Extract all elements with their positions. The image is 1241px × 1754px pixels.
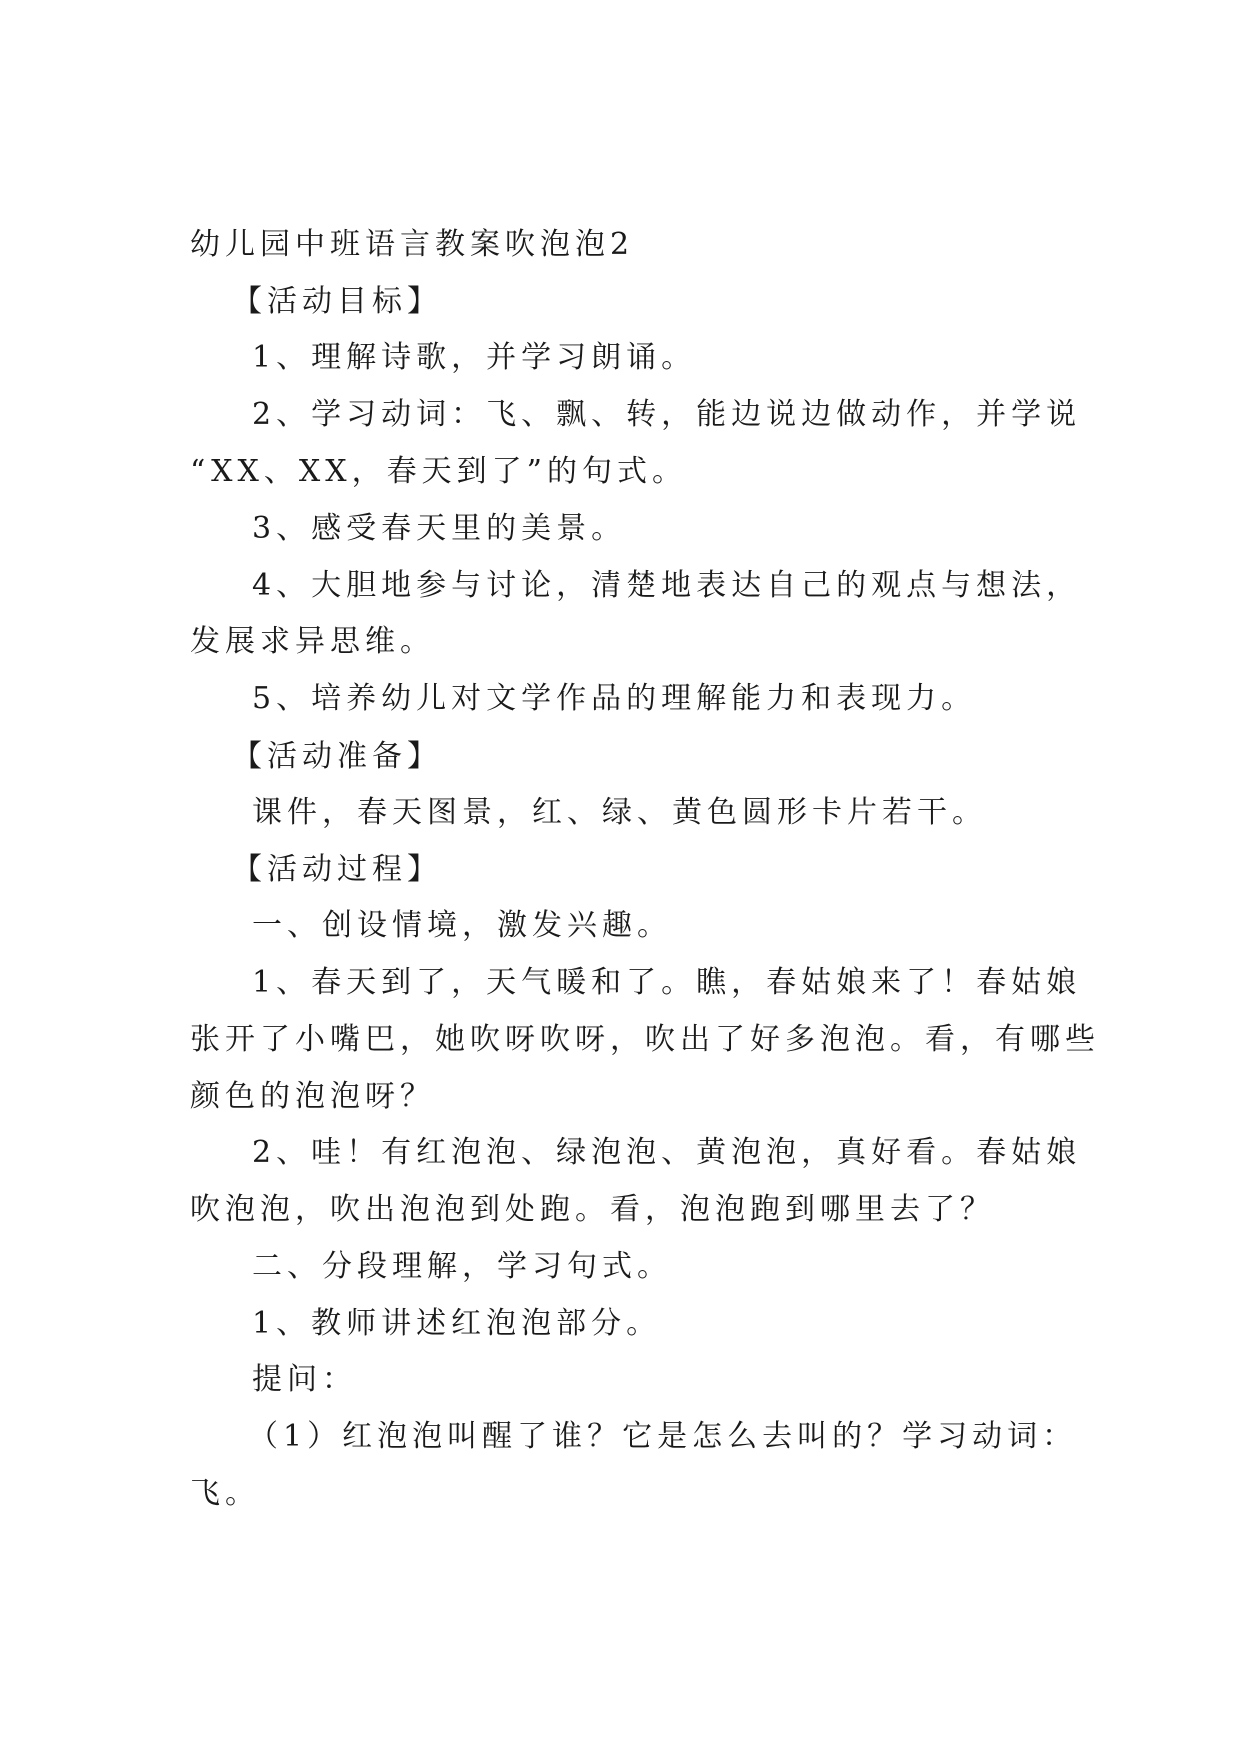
process-paragraph-1: 1、春天到了，天气暖和了。瞧，春姑娘来了！春姑娘 bbox=[252, 965, 1082, 1000]
process-paragraph-1-line-2: 张开了小嘴巴，她吹呀吹呀，吹出了好多泡泡。看，有哪些 bbox=[190, 1022, 1100, 1057]
document-title: 幼儿园中班语言教案吹泡泡2 bbox=[190, 227, 635, 262]
goal-item-3: 3、感受春天里的美景。 bbox=[252, 511, 627, 546]
goal-item-2: 2、学习动词：飞、飘、转，能边说边做动作，并学说 bbox=[252, 397, 1082, 432]
question-label: 提问： bbox=[252, 1362, 357, 1397]
section-heading-goals: 【活动目标】 bbox=[232, 284, 442, 319]
process-step-2-heading: 二、分段理解，学习句式。 bbox=[252, 1249, 672, 1284]
question-1-continued: 飞。 bbox=[190, 1476, 260, 1511]
process-step-1-heading: 一、创设情境，激发兴趣。 bbox=[252, 908, 672, 943]
process-paragraph-1-line-3: 颜色的泡泡呀？ bbox=[190, 1079, 435, 1114]
preparation-text: 课件，春天图景，红、绿、黄色圆形卡片若干。 bbox=[252, 795, 987, 830]
goal-item-4-continued: 发展求异思维。 bbox=[190, 624, 435, 659]
goal-item-2-continued: “XX、XX，春天到了”的句式。 bbox=[190, 454, 687, 489]
goal-item-4: 4、大胆地参与讨论，清楚地表达自己的观点与想法， bbox=[252, 568, 1082, 603]
process-paragraph-2: 2、哇！有红泡泡、绿泡泡、黄泡泡，真好看。春姑娘 bbox=[252, 1135, 1082, 1170]
process-step-2-item-1: 1、教师讲述红泡泡部分。 bbox=[252, 1306, 662, 1341]
goal-item-5: 5、培养幼儿对文学作品的理解能力和表现力。 bbox=[252, 681, 977, 716]
question-1: （1）红泡泡叫醒了谁？它是怎么去叫的？学习动词： bbox=[248, 1419, 1078, 1454]
section-heading-process: 【活动过程】 bbox=[232, 852, 442, 887]
process-paragraph-2-line-2: 吹泡泡，吹出泡泡到处跑。看，泡泡跑到哪里去了？ bbox=[190, 1192, 995, 1227]
section-heading-preparation: 【活动准备】 bbox=[232, 739, 442, 774]
goal-item-1: 1、理解诗歌，并学习朗诵。 bbox=[252, 340, 697, 375]
